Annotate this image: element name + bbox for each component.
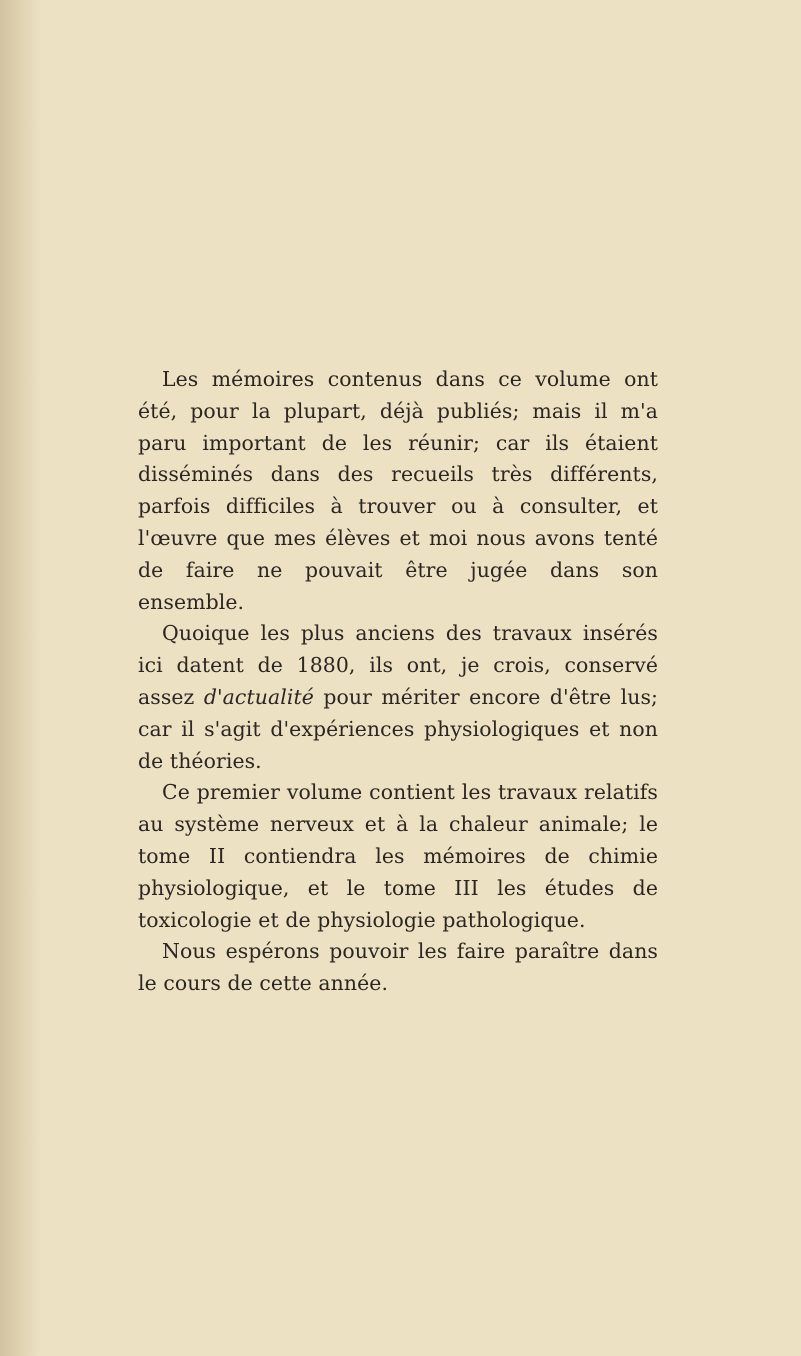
paragraph-2-italic-term: d'actualité xyxy=(203,684,314,709)
paragraph-3 xyxy=(138,777,658,936)
paragraph-1-text: Les mémoires contenus dans ce volume ont été, pour la plupart, déjà publiés; mais il m'a paru important de les réunir; car ils étaient disséminés dans des recueils très différents, parfois difficiles à trouver ou à consulter, et l'œuvre que mes élèves et moi nous avons tenté de faire ne pouvait être jugée dans son ensemble. xyxy=(138,367,658,614)
paragraph-2-text-before: Quoique les plus anciens des travaux insérés ici datent de 1880, ils ont, je crois, conservé assez xyxy=(138,621,658,709)
paragraph-4 xyxy=(138,936,658,1000)
paragraph-4-text: Nous espérons pouvoir les faire paraître dans le cours de cette année. xyxy=(138,939,658,996)
page-edge-shadow xyxy=(0,0,40,1356)
paragraph-2-text-after: pour mériter encore d'être lus; car il s'agit d'expériences physiologiques et non de théories. xyxy=(138,684,658,773)
preface-text xyxy=(138,364,658,1000)
paragraph-3-text: Ce premier volume contient les travaux relatifs au système nerveux et à la chaleur animale; le tome II contiendra les mémoires de chimie physiologique, et le tome III les études de toxicologie et de physiologie pathologique. xyxy=(138,780,658,932)
paragraph-1 xyxy=(138,364,658,618)
paragraph-2 xyxy=(138,618,658,777)
